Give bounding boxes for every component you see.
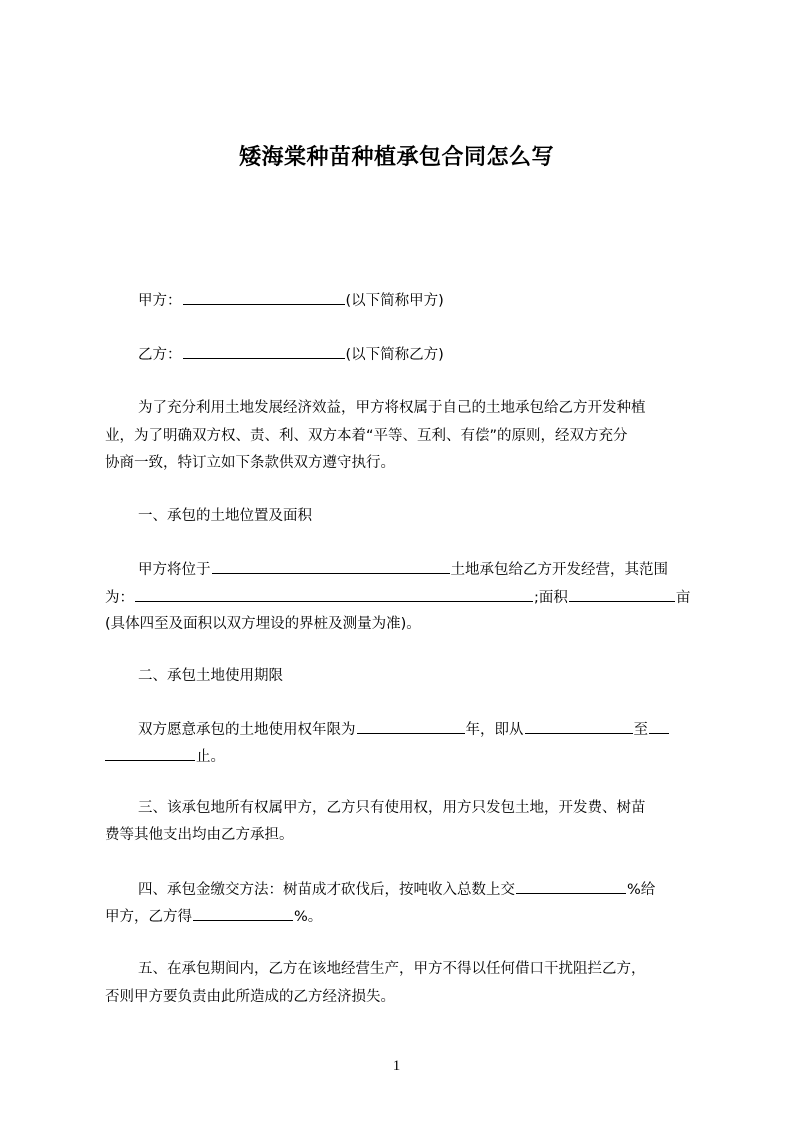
party-a-blank[interactable]	[183, 290, 345, 305]
section-1-area-unit: 亩	[675, 590, 691, 606]
section-2-end-blank-part-2[interactable]	[105, 746, 195, 761]
party-a-line	[138, 290, 701, 311]
section-1-line-1	[138, 559, 701, 580]
preamble-line-3: 协商一致，特订立如下条款供双方遵守执行。	[105, 455, 395, 471]
section-1-range-label: 为：	[105, 590, 134, 606]
section-2-from-label: 年，即从	[465, 722, 524, 738]
section-4-party-a-share-unit: %给	[627, 882, 656, 898]
section-1-location-label: 甲方将位于	[138, 562, 211, 578]
section-2-line-1	[138, 719, 701, 740]
section-1-heading: 一、承包的土地位置及面积	[138, 508, 312, 524]
section-4-party-b-share-blank[interactable]	[193, 906, 293, 921]
party-b-label: 乙方：	[138, 347, 182, 363]
preamble-line-2: 业，为了明确双方权、责、利、双方本着“平等、互利、有偿”的原则，经双方充分	[105, 428, 628, 444]
party-b-blank[interactable]	[183, 344, 345, 359]
section-4-party-a-share-blank[interactable]	[516, 879, 626, 894]
section-4-line-2	[105, 906, 701, 927]
section-4-line-1	[138, 879, 701, 900]
section-3-line-2: 费等其他支出均由乙方承担。	[105, 827, 294, 843]
section-1-range-blank[interactable]	[135, 587, 533, 602]
section-1-line-2	[105, 587, 701, 608]
section-5-line-1: 五、在承包期间内，乙方在该地经营生产，甲方不得以任何借口干扰阻拦乙方，	[138, 961, 646, 977]
section-4-party-b-label: 甲方，乙方得	[105, 909, 192, 925]
section-1-line-3: (具体四至及面积以双方埋设的界桩及测量为准)。	[105, 616, 421, 632]
section-4-party-b-share-unit: %。	[294, 909, 323, 925]
section-2-line-2	[105, 746, 701, 767]
section-2-years-blank[interactable]	[357, 719, 465, 734]
section-1-area-label: ;面积	[534, 590, 568, 606]
section-1-location-blank[interactable]	[212, 559, 450, 574]
section-5-line-2: 否则甲方要负责由此所造成的乙方经济损失。	[105, 989, 395, 1005]
section-1-area-blank[interactable]	[569, 587, 675, 602]
party-b-line	[138, 344, 701, 365]
section-2-heading: 二、承包土地使用期限	[138, 668, 283, 684]
section-2-term-label: 双方愿意承包的土地使用权年限为	[138, 722, 356, 738]
party-b-note: (以下简称乙方)	[345, 347, 444, 363]
section-2-end-label: 止。	[196, 749, 225, 765]
document-title: 矮海棠种苗种植承包合同怎么写	[238, 145, 554, 170]
section-3-line-1: 三、该承包地所有权属甲方，乙方只有使用权，用方只发包土地，开发费、树苗	[138, 800, 646, 816]
page-number: 1	[392, 1058, 401, 1074]
section-4-payment-label: 四、承包金缴交方法：树苗成才砍伐后，按吨收入总数上交	[138, 882, 515, 898]
preamble-line-1: 为了充分利用土地发展经济效益，甲方将权属于自己的土地承包给乙方开发种植	[138, 400, 646, 416]
party-a-note: (以下简称甲方)	[345, 293, 444, 309]
party-a-label: 甲方：	[138, 293, 182, 309]
section-2-start-blank[interactable]	[525, 719, 633, 734]
section-2-end-blank-part-1[interactable]	[649, 719, 669, 734]
section-2-to-label: 至	[633, 722, 648, 738]
section-1-location-tail: 土地承包给乙方开发经营，其范围	[450, 562, 668, 578]
